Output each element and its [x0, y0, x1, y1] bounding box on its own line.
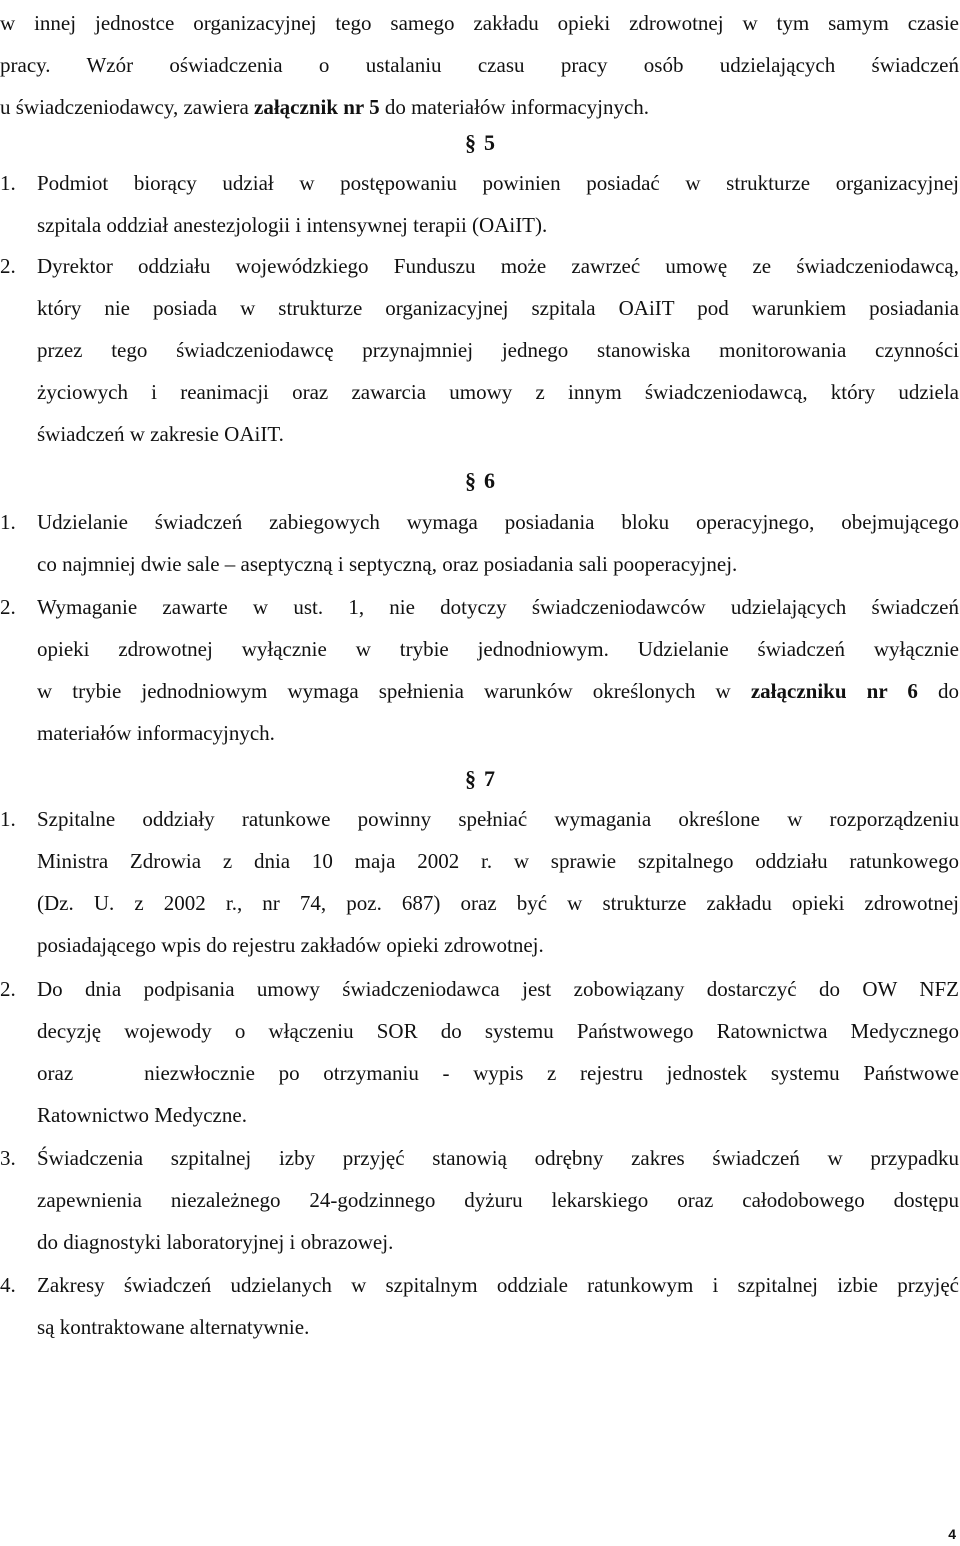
list-item — [0, 1137, 959, 1263]
item-line: przez tego świadczeniodawcę przynajmniej jednego stanowiska monitorowania czynności — [37, 338, 959, 362]
attachment-reference: załączniku nr 6 — [750, 679, 918, 703]
section-sign: § — [465, 130, 476, 155]
item-line: Świadczenia szpitalnej izby przyjęć stanowią odrębny zakres świadczeń w przypadku — [37, 1146, 959, 1170]
item-line: Ratownictwo Medyczne. — [37, 1103, 247, 1127]
item-line: (Dz. U. z 2002 r., nr 74, poz. 687) oraz być w strukturze zakładu opieki zdrowotnej — [37, 891, 959, 915]
intro-line: w innej jednostce organizacyjnej tego samego zakładu opieki zdrowotnej w tym samym czasie — [0, 11, 959, 35]
list-item — [0, 1264, 959, 1348]
section-heading-6 — [0, 467, 960, 495]
item-line: Zakresy świadczeń udzielanych w szpitalnym oddziale ratunkowym i szpitalnej izbie przyjęć — [37, 1273, 959, 1297]
item-number: 3. — [0, 1146, 16, 1170]
section-number: 7 — [484, 766, 495, 791]
section-number: 6 — [484, 468, 495, 493]
item-line: zapewnienia niezależnego 24-godzinnego dyżuru lekarskiego oraz całodobowego dostępu — [37, 1188, 959, 1212]
section-sign: § — [465, 468, 476, 493]
item-line: który nie posiada w strukturze organizacyjnej szpitala OAiIT pod warunkiem posiadania — [37, 296, 959, 320]
item-number: 4. — [0, 1273, 16, 1297]
attachment-reference: załącznik nr 5 — [254, 95, 380, 119]
item-number: 1. — [0, 807, 16, 831]
section-sign: § — [465, 766, 476, 791]
item-number: 1. — [0, 171, 16, 195]
item-line: co najmniej dwie sale – aseptyczną i septyczną, oraz posiadania sali pooperacyjnej. — [37, 552, 738, 576]
list-item — [0, 798, 959, 966]
item-line: są kontraktowane alternatywnie. — [37, 1315, 310, 1339]
list-item — [0, 968, 959, 1136]
item-line: posiadającego wpis do rejestru zakładów opieki zdrowotnej. — [37, 933, 544, 957]
page-number: 4 — [948, 1526, 956, 1542]
list-item — [0, 162, 959, 246]
item-line: Szpitalne oddziały ratunkowe powinny spełniać wymagania określone w rozporządzeniu — [37, 807, 959, 831]
list-item — [0, 245, 959, 455]
section-heading-5 — [0, 129, 960, 157]
item-line: oraz niezwłocznie po otrzymaniu - wypis z rejestru jednostek systemu Państwowe — [37, 1061, 959, 1085]
item-line: decyzję wojewody o włączeniu SOR do systemu Państwowego Ratownictwa Medycznego — [37, 1019, 959, 1043]
item-line: życiowych i reanimacji oraz zawarcia umowy z innym świadczeniodawcą, który udziela — [37, 380, 959, 404]
section-heading-7 — [0, 765, 960, 793]
item-line: Dyrektor oddziału wojewódzkiego Funduszu może zawrzeć umowę ze świadczeniodawcą, — [37, 254, 959, 278]
item-line: opieki zdrowotnej wyłącznie w trybie jednodniowym. Udzielanie świadczeń wyłącznie — [37, 637, 959, 661]
intro-paragraph — [0, 2, 959, 128]
item-line: Podmiot biorący udział w postępowaniu powinien posiadać w strukturze organizacyjnej — [37, 171, 959, 195]
item-number: 1. — [0, 510, 16, 534]
list-item — [0, 501, 959, 585]
item-line: Udzielanie świadczeń zabiegowych wymaga posiadania bloku operacyjnego, obejmującego — [37, 510, 959, 534]
item-line: Wymaganie zawarte w ust. 1, nie dotyczy świadczeniodawców udzielających świadczeń — [37, 595, 959, 619]
intro-line: pracy. Wzór oświadczenia o ustalaniu czasu pracy osób udzielających świadczeń — [0, 53, 959, 77]
item-number: 2. — [0, 595, 16, 619]
intro-line: u świadczeniodawcy, zawiera załącznik nr 5 do materiałów informacyjnych. — [0, 95, 650, 119]
item-number: 2. — [0, 977, 16, 1001]
item-line: materiałów informacyjnych. — [37, 721, 275, 745]
item-line: w trybie jednodniowym wymaga spełnienia warunków określonych w załączniku nr 6 do — [37, 679, 959, 703]
item-number: 2. — [0, 254, 16, 278]
item-line: Ministra Zdrowia z dnia 10 maja 2002 r. w sprawie szpitalnego oddziału ratunkowego — [37, 849, 959, 873]
item-line: szpitala oddział anestezjologii i intensywnej terapii (OAiIT). — [37, 213, 548, 237]
item-line: Do dnia podpisania umowy świadczeniodawca jest zobowiązany dostarczyć do OW NFZ — [37, 977, 959, 1001]
item-line: świadczeń w zakresie OAiIT. — [37, 422, 284, 446]
list-item — [0, 586, 959, 754]
item-line: do diagnostyki laboratoryjnej i obrazowej. — [37, 1230, 394, 1254]
section-number: 5 — [484, 130, 495, 155]
